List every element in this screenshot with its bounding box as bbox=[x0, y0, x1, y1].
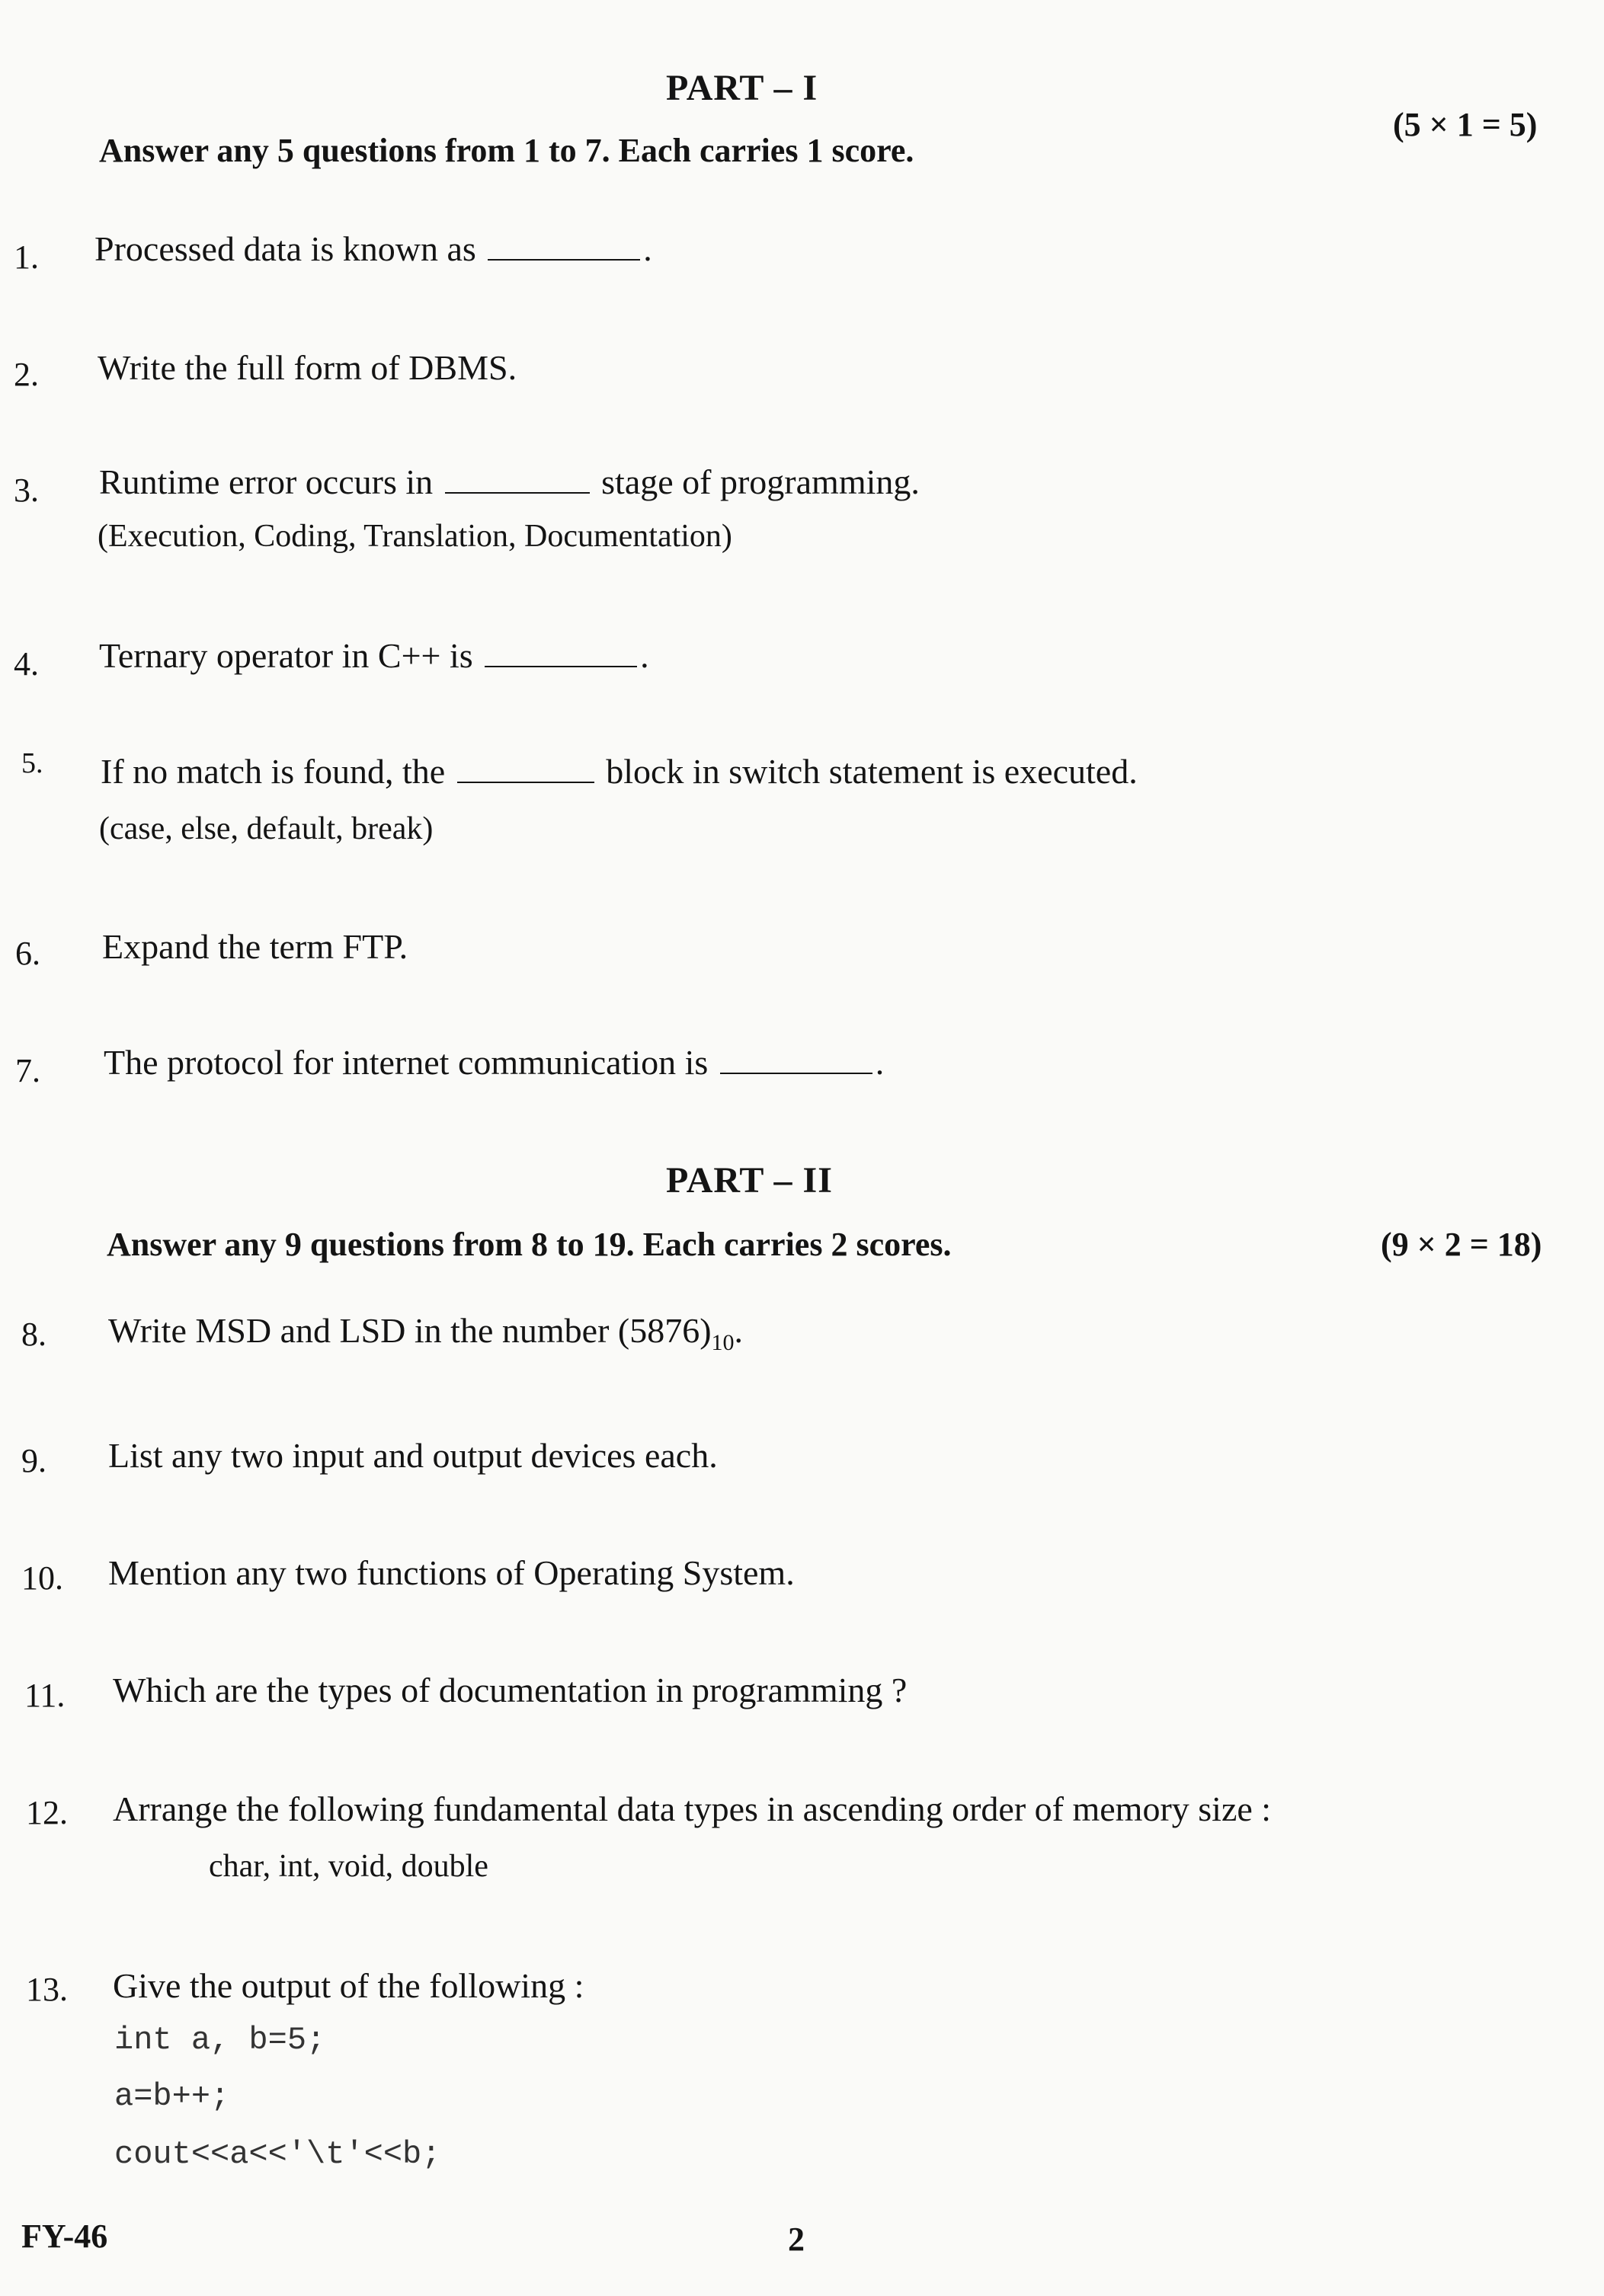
question-3 bbox=[99, 462, 920, 502]
answer-blank bbox=[488, 232, 640, 261]
question-number: 7. bbox=[15, 1052, 40, 1089]
question-text-end: . bbox=[643, 229, 652, 268]
question-text: Ternary operator in C++ is bbox=[99, 636, 473, 675]
question-number: 6. bbox=[15, 935, 40, 972]
question-2: Write the full form of DBMS. bbox=[98, 348, 517, 387]
question-10: Mention any two functions of Operating System. bbox=[108, 1553, 795, 1592]
question-3-options: (Execution, Coding, Translation, Documentation) bbox=[98, 519, 732, 554]
part2-title: PART – II bbox=[666, 1160, 833, 1201]
question-number: 2. bbox=[14, 356, 39, 393]
code-line: cout<<a<<'\t'<<b; bbox=[114, 2136, 441, 2173]
question-number: 9. bbox=[21, 1442, 46, 1479]
question-5-options: (case, else, default, break) bbox=[99, 811, 434, 846]
part1-marks: (5 × 1 = 5) bbox=[1393, 106, 1538, 143]
question-7 bbox=[104, 1042, 884, 1082]
answer-blank bbox=[485, 638, 637, 667]
question-number: 4. bbox=[14, 645, 39, 683]
question-text-end: . bbox=[640, 636, 649, 675]
question-text-end: block in switch statement is executed. bbox=[606, 752, 1138, 791]
question-number: 8. bbox=[21, 1316, 46, 1353]
answer-blank bbox=[720, 1045, 872, 1074]
question-5 bbox=[101, 751, 1138, 791]
question-6: Expand the term FTP. bbox=[102, 927, 408, 966]
question-13: Give the output of the following : bbox=[113, 1966, 584, 2005]
question-text-end: . bbox=[875, 1043, 885, 1082]
question-number: 11. bbox=[24, 1677, 66, 1714]
paper-code: FY-46 bbox=[21, 2218, 108, 2255]
question-text: If no match is found, the bbox=[101, 752, 446, 791]
question-11: Which are the types of documentation in programming ? bbox=[113, 1671, 908, 1709]
question-12-data-types: char, int, void, double bbox=[209, 1849, 488, 1884]
question-number: 1. bbox=[14, 238, 39, 276]
answer-blank bbox=[457, 754, 594, 783]
part2-marks: (9 × 2 = 18) bbox=[1381, 1226, 1542, 1263]
question-8 bbox=[108, 1310, 743, 1356]
page-number: 2 bbox=[788, 2221, 805, 2258]
question-text: The protocol for internet communication is bbox=[104, 1043, 709, 1082]
question-1 bbox=[94, 229, 652, 269]
part2-instruction: Answer any 9 questions from 8 to 19. Each carries 2 scores. bbox=[107, 1226, 952, 1263]
question-text: Write MSD and LSD in the number (5876) bbox=[108, 1311, 712, 1350]
question-text-end: stage of programming. bbox=[601, 462, 920, 501]
question-number: 3. bbox=[14, 472, 39, 509]
question-text-end: . bbox=[734, 1311, 744, 1350]
question-number: 12. bbox=[26, 1794, 68, 1831]
part1-instruction: Answer any 5 questions from 1 to 7. Each carries 1 score. bbox=[99, 132, 914, 169]
question-9: List any two input and output devices each. bbox=[108, 1436, 718, 1475]
question-number: 10. bbox=[21, 1559, 63, 1597]
question-text: Processed data is known as bbox=[94, 229, 476, 268]
code-line: int a, b=5; bbox=[114, 2022, 326, 2058]
question-text: Runtime error occurs in bbox=[99, 462, 434, 501]
question-number: 5. bbox=[21, 747, 43, 779]
part1-title: PART – I bbox=[666, 68, 818, 108]
code-line: a=b++; bbox=[114, 2078, 230, 2115]
number-base: 10 bbox=[711, 1330, 735, 1356]
answer-blank bbox=[445, 465, 590, 494]
question-number: 13. bbox=[26, 1971, 68, 2008]
question-12: Arrange the following fundamental data types in ascending order of memory size : bbox=[113, 1789, 1272, 1828]
question-4 bbox=[99, 635, 649, 676]
